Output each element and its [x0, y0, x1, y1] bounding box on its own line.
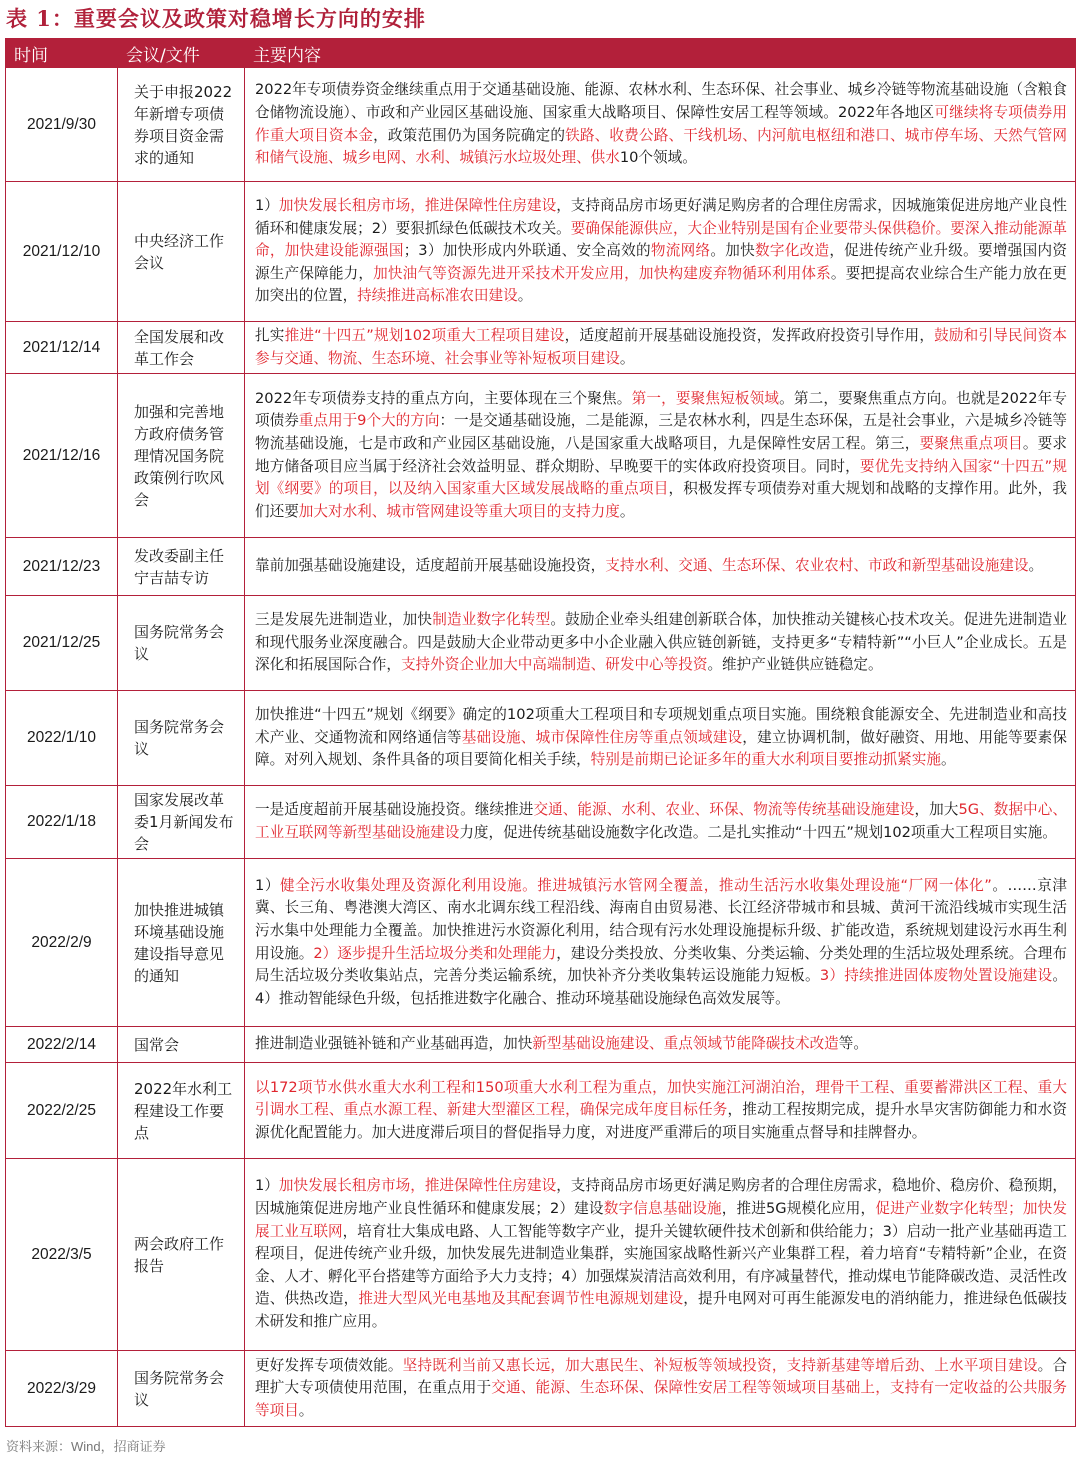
- table-row: [6, 1063, 1076, 1159]
- row-content: [245, 1351, 1076, 1427]
- row-date: 2022/3/29: [6, 1351, 118, 1427]
- row-date: 2021/12/23: [6, 538, 118, 596]
- row-meeting: 加强和完善地方政府债务管理情况国务院政策例行吹风会: [118, 374, 245, 538]
- highlight-text: 推进大型风光电基地及其配套调节性电源规划建设: [358, 1290, 684, 1308]
- highlight-text: 坚持既利当前又惠长远，加大惠民生、补短板等领域投资，支持新基建等增后劲、上水平项目建设: [402, 1356, 1038, 1374]
- table-row: [6, 374, 1076, 538]
- row-date: 2021/9/30: [6, 68, 118, 182]
- table-row: [6, 596, 1076, 691]
- row-meeting: 关于申报2022年新增专项债券项目资金需求的通知: [118, 68, 245, 182]
- highlight-text: 支持外资企业加大中高端制造、研发中心等投资: [400, 656, 708, 674]
- highlight-text: 鼓励和引导民间资本参与交通、物流、生态环境、社会事业等补短板项目建设: [255, 326, 1067, 367]
- row-meeting: 中央经济工作会议: [118, 182, 245, 322]
- row-meeting: 国常会: [118, 1027, 245, 1063]
- policy-table: [5, 38, 1076, 1427]
- body-text: 1）: [255, 1177, 279, 1195]
- body-text: ，促进传统产业升级。要增强国内资源生产保障能力，: [255, 242, 1067, 282]
- row-meeting: 加快推进城镇环境基础设施建设指导意见的通知: [118, 859, 245, 1027]
- highlight-text: 3）持续推进固体废物处置设施建设: [819, 967, 1053, 985]
- row-date: 2021/12/25: [6, 596, 118, 691]
- row-content: [245, 691, 1076, 786]
- table-row: [6, 182, 1076, 322]
- row-content: [245, 1027, 1076, 1063]
- table-body: [6, 68, 1076, 1427]
- highlight-text: 可继续将专项债券用作重大项目资本金: [255, 103, 1067, 144]
- body-text: 。4）推动智能绿色升级，包括推进数字化融合、推动环境基础设施绿色高效发展等。: [255, 967, 1067, 1007]
- row-meeting: 全国发展和改革工作会: [118, 322, 245, 374]
- body-text: 加快推进“十四五”规划《纲要》确定的102项重大工程项目和专项规划重点项目实施。围绕粮食能源安全、先进制造业和高技术产业、交通物流和网络通信等: [255, 706, 1067, 746]
- body-text: 。: [517, 287, 533, 305]
- body-text: ；3）加快形成内外联通、安全高效的: [403, 242, 651, 260]
- row-content: [245, 1063, 1076, 1159]
- highlight-text: 数字化改造: [754, 242, 830, 260]
- table-row: [6, 1351, 1076, 1427]
- body-text: 。鼓励企业牵头组建创新联合体，加快推动关键核心技术攻关。促进先进制造业和现代服务业深度融合。四是鼓励大企业带动更多中小企业融入供应链创新链，支持更多“专精特新”“小巨人”企业成长。五是深化和拓展国际合作，: [255, 611, 1067, 674]
- row-date: 2021/12/10: [6, 182, 118, 322]
- row-content: [245, 786, 1076, 859]
- row-content: [245, 68, 1076, 182]
- body-text: ，支持商品房市场更好满足购房者的合理住房需求，稳地价、稳房价、稳预期，因城施策促进房地产业良性循环和健康发展；2）建设: [255, 1177, 1067, 1218]
- body-text: 更好发挥专项债效能。: [255, 1356, 403, 1374]
- body-text: 。: [940, 751, 956, 769]
- row-content: [245, 182, 1076, 322]
- header-meeting: 会议/文件: [118, 39, 245, 68]
- highlight-text: 要确保能源供应，大企业特别是国有企业要带头保供稳价。要深入推动能源革命，加快建设能源强国: [255, 219, 1067, 260]
- body-text: 靠前加强基础设施建设，适度超前开展基础设施投资，: [255, 557, 606, 575]
- body-text: 扎实: [255, 326, 285, 344]
- table-row: [6, 68, 1076, 182]
- highlight-text: 推进“十四五”规划102项重大工程项目建设: [284, 326, 565, 344]
- highlight-text: 健全污水收集处理及资源化利用设施。推进城镇污水管网全覆盖，推动生活污水收集处理设施“厂网一体化”: [279, 876, 992, 894]
- table-title: 表 1：重要会议及政策对稳增长方向的安排: [6, 6, 426, 31]
- body-text: 。维护产业链供应链稳定。: [707, 656, 883, 674]
- source-note: 资料来源：Wind，招商证券: [6, 1439, 166, 1454]
- body-text: ，推动工程按期完成，提升水旱灾害防御能力和水资源优化配置能力。加大进度滞后项目的督促指导力度，对进度严重滞后的项目实施重点督导和挂牌督办。: [255, 1101, 1067, 1141]
- table-row: [6, 786, 1076, 859]
- body-text: 。要把提高农业综合生产能力放在更加突出的位置，: [255, 264, 1067, 305]
- body-text: ：一是交通基础设施，二是能源，三是农林水利，四是生态环保，五是社会事业，六是城乡冷链等物流基础设施，七是市政和产业园区基础设施，八是国家重大战略项目，九是保障性安居工程。第三，: [255, 412, 1067, 452]
- row-meeting: 国务院常务会议: [118, 691, 245, 786]
- body-text: ，推进5G规模化应用，: [721, 1200, 876, 1218]
- header-date: 时间: [6, 39, 118, 68]
- highlight-text: 支持水利、交通、生态环保、农业农村、市政和新型基础设施建设: [605, 557, 1029, 575]
- body-text: 。第二，要聚焦重点方向。也就是2022年专项债券: [255, 389, 1067, 430]
- highlight-text: 促进产业数字化转型；加快发展工业互联网: [255, 1200, 1067, 1240]
- row-date: 2022/2/14: [6, 1027, 118, 1063]
- highlight-text: 制造业数字化转型: [432, 611, 551, 629]
- row-date: 2022/1/18: [6, 786, 118, 859]
- highlight-text: 基础设施、城市保障性住房等重点领域建设: [461, 728, 743, 746]
- body-text: 。: [619, 502, 635, 520]
- highlight-text: 新型基础设施建设、重点领域节能降碳技术改造: [532, 1035, 839, 1053]
- highlight-text: 数字信息基础设施: [603, 1200, 722, 1218]
- row-date: 2021/12/16: [6, 374, 118, 538]
- highlight-text: 第一，要聚焦短板领域: [631, 389, 780, 407]
- body-text: ，支持商品房市场更好满足购房者的合理住房需求，因城施策促进房地产业良性循环和健康发展；2）要狠抓绿色低碳技术攻关。: [255, 197, 1067, 237]
- table-header-row: [6, 39, 1076, 68]
- row-date: 2022/2/25: [6, 1063, 118, 1159]
- body-text: ，建立协调机制，做好融资、用地、用能等要素保障。对列入规划、条件具备的项目要简化相关手续，: [255, 728, 1067, 769]
- table-row: [6, 859, 1076, 1027]
- highlight-text: 物流网络: [650, 242, 711, 260]
- row-meeting: 发改委副主任宁吉喆专访: [118, 538, 245, 596]
- row-meeting: 国务院常务会议: [118, 596, 245, 691]
- body-text: ，建设分类投放、分类收集、分类运输、分类处理的生活垃圾处理系统。合理布局生活垃圾分类收集站点，完善分类运输系统，加快补齐分类收集转运设施能力短板。: [255, 944, 1067, 985]
- highlight-text: 要优先支持纳入国家“十四五”规划《纲要》的项目，以及纳入国家重大区域发展战略的重点项目: [255, 457, 1067, 498]
- highlight-text: 重点用于9个大的方向: [298, 412, 440, 430]
- highlight-text: 铁路、收费公路、干线机场、内河航电枢纽和港口、城市停车场、天然气管网和储气设施、城乡电网、水利、城镇污水垃圾处理、供水: [255, 126, 1067, 167]
- body-text: 一是适度超前开展基础设施投资。继续推进: [255, 801, 534, 819]
- row-meeting: 2022年水利工程建设工作要点: [118, 1063, 245, 1159]
- body-text: ，政策范围仍为国务院确定的: [373, 126, 566, 144]
- row-date: 2022/2/9: [6, 859, 118, 1027]
- table-row: [6, 1159, 1076, 1351]
- highlight-text: 以172项节水供水重大水利工程和150项重大水利工程为重点，加快实施江河湖泊治，理骨干工程、重要蓄滞洪区工程、重大引调水工程、重点水源工程、新建大型灌区工程，确保完成年度目标任务: [255, 1078, 1067, 1119]
- body-text: 等。: [838, 1035, 868, 1053]
- body-text: 10个领域。: [619, 149, 697, 167]
- body-text: 1）: [255, 197, 279, 215]
- body-text: 力度，促进传统基础设施数字化改造。二是扎实推动“十四五”规划102项重大工程项目实施。: [459, 824, 1057, 841]
- body-text: 。: [619, 349, 635, 367]
- row-content: [245, 538, 1076, 596]
- body-text: 1）: [255, 876, 280, 894]
- table-row: [6, 322, 1076, 374]
- body-text: ，适度超前开展基础设施投资，发挥政府投资引导作用，: [564, 326, 935, 344]
- body-text: ，加大: [914, 801, 959, 819]
- highlight-text: 特别是前期已论证多年的重大水利项目要推动抓紧实施: [590, 751, 941, 769]
- highlight-text: 5G、数据中心、工业互联网等新型基础设施建设: [255, 801, 1067, 841]
- body-text: 。合理扩大专项债使用范围，在重点用于: [255, 1356, 1067, 1397]
- table-row: [6, 1027, 1076, 1063]
- row-date: 2021/12/14: [6, 322, 118, 374]
- body-text: ，积极发挥专项债券对重大规划和战略的支撑作用。此外，我们还要: [255, 480, 1067, 520]
- header-content: 主要内容: [245, 39, 1076, 68]
- body-text: 三是发展先进制造业，加快: [255, 611, 433, 629]
- body-text: 2022年专项债券支持的重点方向，主要体现在三个聚焦。: [255, 389, 632, 407]
- body-text: 。……京津冀、长三角、粤港澳大湾区、南水北调东线工程沿线、海南自由贸易港、长江经济带城市和县城、黄河干流沿线城市实现生活污水集中处理能力全覆盖。加快推进污水资源化利用，结合现有污水处理设施提标升级、扩能改造，系统规划建设污水再生利用设施。: [255, 876, 1067, 962]
- row-date: 2022/1/10: [6, 691, 118, 786]
- row-content: [245, 322, 1076, 374]
- body-text: 。: [298, 1401, 314, 1419]
- body-text: 2022年专项债券资金继续重点用于交通基础设施、能源、农林水利、生态环保、社会事业、城乡冷链等物流基础设施（含粮食仓储物流设施）、市政和产业园区基础设施、国家重大战略项目、保障性安居工程等领域。2022年各地区: [255, 81, 1067, 121]
- highlight-text: 加快发展长租房市场，推进保障性住房建设: [278, 1177, 557, 1195]
- highlight-text: 交通、能源、生态环保、保障性安居工程等领域项目基础上，支持有一定收益的公共服务等项目: [255, 1379, 1067, 1419]
- highlight-text: 加快油气等资源先进开采技术开发应用，加快构建废弃物循环利用体系: [373, 264, 831, 282]
- body-text: ，提升电网对可再生能源发电的消纳能力，推进绿色低碳技术研发和推广应用。: [255, 1290, 1067, 1330]
- row-meeting: 两会政府工作报告: [118, 1159, 245, 1351]
- row-date: 2022/3/5: [6, 1159, 118, 1351]
- body-text: 。要求地方储备项目应当属于经济社会效益明显、群众期盼、早晚要干的实体政府投资项目。同时，: [255, 434, 1067, 475]
- table-row: [6, 691, 1076, 786]
- highlight-text: 交通、能源、水利、农业、环保、物流等传统基础设施建设: [533, 801, 915, 819]
- highlight-text: 加快发展长租房市场，推进保障性住房建设: [278, 197, 557, 215]
- body-text: 。加快: [710, 242, 755, 260]
- row-content: [245, 859, 1076, 1027]
- row-content: [245, 1159, 1076, 1351]
- body-text: 。: [1028, 557, 1044, 575]
- row-content: [245, 374, 1076, 538]
- row-content: [245, 596, 1076, 691]
- highlight-text: 持续推进高标准农田建设: [357, 287, 518, 305]
- table-row: [6, 538, 1076, 596]
- row-meeting: 国务院常务会议: [118, 1351, 245, 1427]
- highlight-text: 要聚焦重点项目: [919, 434, 1023, 452]
- highlight-text: 加大对水利、城市管网建设等重大项目的支持力度: [298, 502, 620, 520]
- highlight-text: 2）逐步提升生活垃圾分类和处理能力: [313, 944, 557, 962]
- body-text: 推进制造业强链补链和产业基础再造，加快: [255, 1035, 533, 1053]
- body-text: ，培育壮大集成电路、人工智能等数字产业，提升关键软硬件技术创新和供给能力；3）启动一批产业基础再造工程项目，促进传统产业升级，加快发展先进制造业集群，实施国家战略性新兴产业集群工程，着力培育“专精特新”企业，在资金、人才、孵化平台搭建等方面给予大力支持；4）加强煤炭清洁高效利用，有序减量替代，推动煤电节能降碳改造、灵活性改造、供热改造，: [255, 1222, 1067, 1308]
- row-meeting: 国家发展改革委1月新闻发布会: [118, 786, 245, 859]
